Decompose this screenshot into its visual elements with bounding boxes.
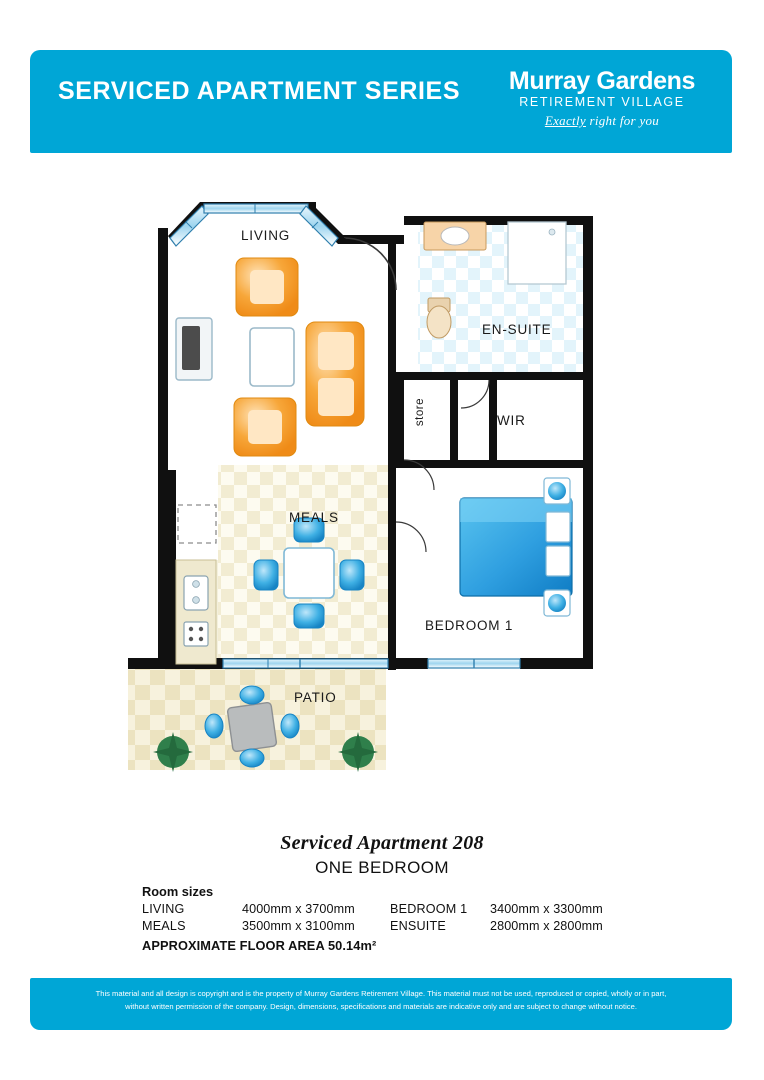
wall-right <box>583 216 593 668</box>
room-name: ENSUITE <box>390 919 446 933</box>
furniture-vanity <box>424 222 486 250</box>
wall-store-bottom <box>396 460 458 468</box>
header-banner <box>30 50 732 153</box>
furniture-fridge <box>178 505 216 543</box>
furniture-shower <box>508 222 566 284</box>
wall-kitchen-left <box>168 470 176 668</box>
furniture-dining-chair-left <box>254 560 278 590</box>
window-bay-top <box>204 204 308 213</box>
apartment-type: ONE BEDROOM <box>315 858 449 877</box>
room-name: BEDROOM 1 <box>390 902 468 916</box>
room-sizes-table <box>142 884 662 953</box>
logo <box>492 68 712 129</box>
logo-tagline-rest: right for you <box>585 113 660 129</box>
room-sizes-title: Room sizes <box>142 884 214 899</box>
furniture-dining-chair-right <box>340 560 364 590</box>
apartment-number: Serviced Apartment 208 <box>280 832 484 854</box>
room-sizes-grid <box>142 902 662 933</box>
wall-store-left <box>396 380 404 468</box>
label-living: LIVING <box>241 228 291 243</box>
label-patio: PATIO <box>294 690 337 705</box>
plan-caption <box>0 832 764 878</box>
logo-name: Murray Gardens <box>508 67 696 95</box>
room-size: 3500mm x 3100mm <box>242 919 355 933</box>
room-name: LIVING <box>142 902 185 916</box>
label-meals: MEALS <box>289 510 339 525</box>
furniture-bedside-right <box>544 590 570 616</box>
footer-line-2: without written permission of the company. Design, dimensions, specifications and materials are indicative only and are subject to change without notice. <box>125 1001 637 1011</box>
wall-wir-bottom <box>457 460 593 468</box>
wall-bottom-right <box>520 658 593 669</box>
page-title: SERVICED APARTMENT SERIES <box>58 77 461 105</box>
wall-wir-left <box>489 380 497 468</box>
wall-store-right <box>450 380 458 468</box>
wall-left <box>158 228 168 668</box>
floor-plan-drawing <box>0 160 764 800</box>
logo-subtitle: RETIREMENT VILLAGE <box>519 95 685 110</box>
label-bedroom: BEDROOM 1 <box>425 618 514 633</box>
label-wir: WIR <box>497 413 526 428</box>
logo-tagline-emphasis: Exactly <box>544 113 586 129</box>
furniture-coffee-table <box>250 328 294 386</box>
furniture-bedside-left <box>544 478 570 504</box>
furniture-sofa <box>306 322 364 426</box>
footer-line-1: This material and all design is copyright and is the property of Murray Gardens Retirement Village. This material must not be used, reproduced or copied, wholly or in part, <box>95 989 667 998</box>
room-size: 4000mm x 3700mm <box>242 902 355 916</box>
wall-ensuite-bottom <box>396 372 593 380</box>
furniture-cooktop <box>184 622 208 646</box>
room-name: MEALS <box>142 919 186 933</box>
furniture-tv-unit <box>176 318 212 380</box>
furniture-toilet <box>427 298 451 338</box>
furniture-dining-chair-bottom <box>294 604 324 628</box>
furniture-armchair-1 <box>236 258 298 316</box>
window-sliding-meals <box>223 659 388 668</box>
logo-tagline <box>492 113 712 129</box>
door-bedroom-swing <box>396 522 426 552</box>
window-bay-left <box>170 206 208 246</box>
door-ensuite-swing <box>461 380 489 408</box>
wall-top-mid <box>338 235 404 244</box>
wall-internal-vertical-2 <box>388 460 396 670</box>
label-ensuite: EN-SUITE <box>482 322 552 337</box>
footer-disclaimer <box>30 978 732 1030</box>
floor-area: APPROXIMATE FLOOR AREA 50.14m² <box>142 938 377 953</box>
furniture-armchair-2 <box>234 398 296 456</box>
floor-plan <box>0 160 764 800</box>
furniture-sink <box>184 576 208 610</box>
room-size: 2800mm x 2800mm <box>490 919 603 933</box>
room-size: 3400mm x 3300mm <box>490 902 603 916</box>
label-store: store <box>414 398 426 427</box>
